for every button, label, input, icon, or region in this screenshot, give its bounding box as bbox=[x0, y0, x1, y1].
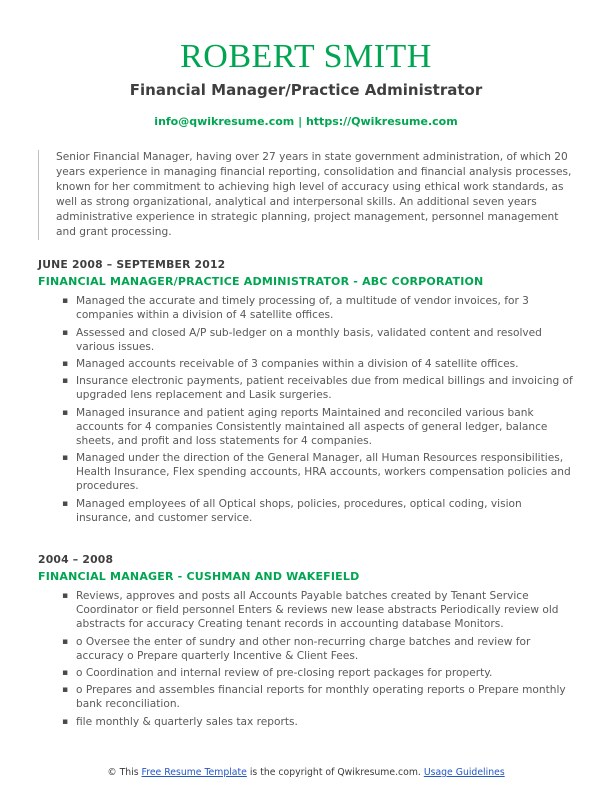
email-link[interactable]: info@qwikresume.com bbox=[154, 115, 295, 128]
bullet-item: ▪ o Oversee the enter of sundry and other non-recurring charge batches and review for accuracy o Prepare quarterly Incentive & Client Fees. bbox=[62, 635, 574, 663]
section-title: FINANCIAL MANAGER - CUSHMAN AND WAKEFIELD bbox=[38, 570, 360, 583]
copyright-text: is the copyright of Qwikresume.com. bbox=[246, 767, 424, 778]
section-dates: JUNE 2008 – SEPTEMBER 2012 bbox=[38, 258, 226, 272]
usage-guidelines-link[interactable]: Usage Guidelines bbox=[423, 767, 505, 778]
bullet-item: ▪ Managed insurance and patient aging reports Maintained and reconciled various bank accounts for 4 companies Consistently maintained all aspects of general ledger, balance sheets, and profit and loss statements for 4 companies. bbox=[62, 406, 574, 449]
section-dates: 2004 – 2008 bbox=[38, 553, 114, 566]
bullet-item: ▪ Managed under the direction of the General Manager, all Human Resources responsibilities, Health Insurance, Flex spending accounts, HRA accounts, workers compensation policies and procedures. bbox=[62, 451, 574, 494]
section-title: FINANCIAL MANAGER/PRACTICE ADMINISTRATOR - ABC CORPORATION bbox=[38, 275, 484, 289]
bullet-item: ▪ Managed accounts receivable of 3 companies within a division of 4 satellite offices. bbox=[62, 357, 574, 371]
resume-header bbox=[38, 40, 574, 128]
bullet-item: ▪ o Prepares and assembles financial reports for monthly operating reports o Prepare monthly bank reconciliation. bbox=[62, 683, 574, 711]
bullet-item: ▪ Reviews, approves and posts all Accounts Payable batches created by Tenant Service Coordinator or field personnel Enters & reviews new lease abstracts Periodically review old abstracts for accuracy Creating tenant records in accounting database Monitors. bbox=[62, 589, 574, 632]
bullet-list bbox=[38, 589, 574, 729]
bullet-item: ▪ Managed the accurate and timely processing of, a multitude of vendor invoices, for 3 companies within a division of 4 satellite offices. bbox=[62, 294, 574, 322]
bullet-item: ▪ Assessed and closed A/P sub-ledger on a monthly basis, validated content and resolved various issues. bbox=[62, 326, 574, 354]
bullet-item: ▪ file monthly & quarterly sales tax reports. bbox=[62, 715, 574, 729]
bullet-item: ▪ Managed employees of all Optical shops, policies, procedures, optical coding, vision insurance, and customer service. bbox=[62, 497, 574, 525]
page-title: ROBERT SMITH bbox=[180, 38, 432, 75]
footer bbox=[0, 767, 612, 778]
bullet-item: ▪ Insurance electronic payments, patient receivables due from medical billings and invoicing of upgraded lens replacement and Lasik surgeries. bbox=[62, 374, 574, 402]
experience-section-cushman-wakefield bbox=[38, 553, 574, 729]
experience-section-abc-corporation bbox=[38, 258, 574, 525]
contact-line bbox=[38, 115, 574, 128]
contact-separator: | bbox=[294, 115, 306, 128]
summary-text: Senior Financial Manager, having over 27 years in state government administration, of which 20 years experience in managing financial reporting, consolidation and financial analysis processes, known for her commitment to achieving high level of accuracy using ethical work standards, as well as strong organizational, analytical and interpersonal skills. An additional seven years administrative experience in strategic planning, project management, personnel management and grant processing. bbox=[56, 151, 572, 239]
copyright-text: © This bbox=[107, 767, 142, 778]
free-resume-template-link[interactable]: Free Resume Template bbox=[141, 767, 247, 778]
bullet-item: ▪ o Coordination and internal review of pre-closing report packages for property. bbox=[62, 666, 574, 680]
bullet-list bbox=[38, 294, 574, 525]
summary-block bbox=[38, 150, 574, 240]
job-title: Financial Manager/Practice Administrator bbox=[129, 81, 483, 99]
website-link[interactable]: https://Qwikresume.com bbox=[305, 115, 458, 128]
